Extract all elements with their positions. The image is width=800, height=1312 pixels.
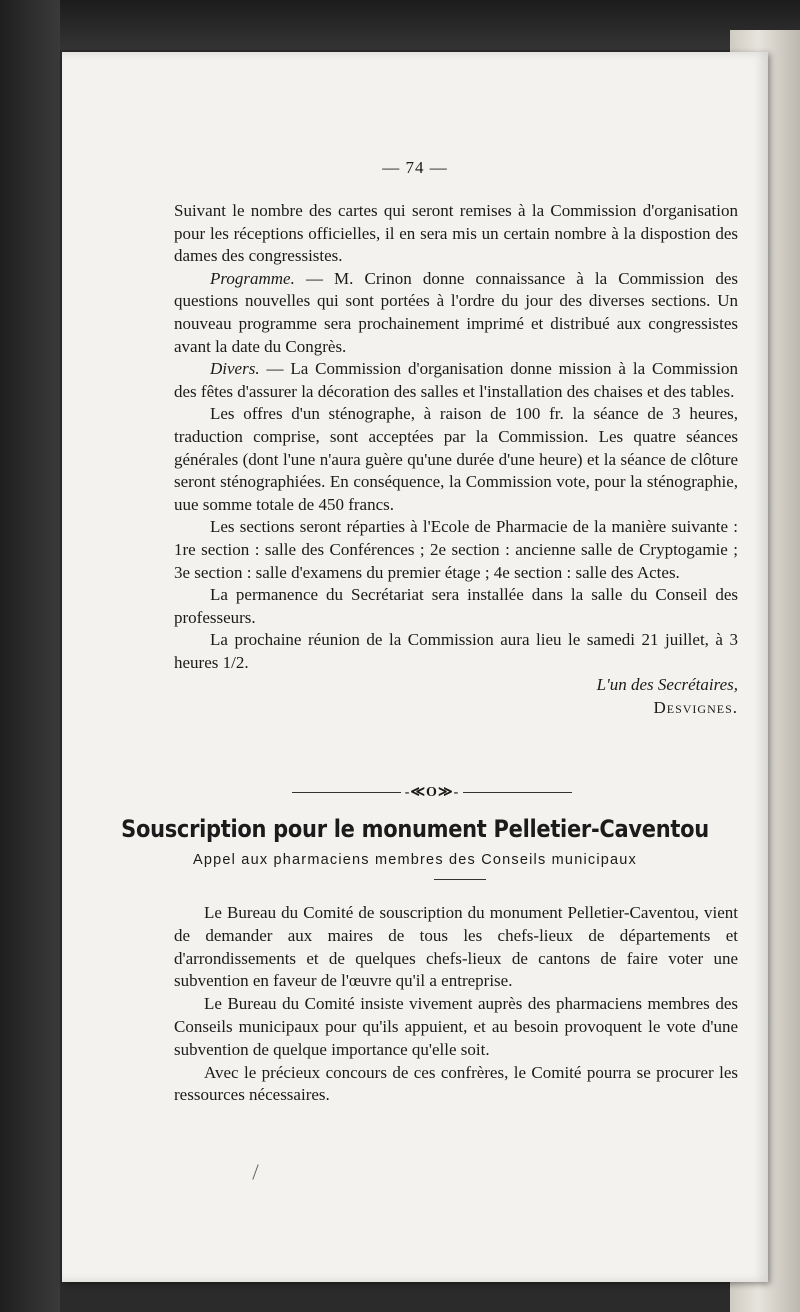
runin-divers: Divers. bbox=[210, 359, 260, 379]
signature-name: Desvignes. bbox=[653, 698, 738, 718]
paragraph-programme-text: — M. Crinon donne connaissance à la Commission des questions nouvelles qui sont portées à l'ordre du jour des diverses sections. Un nouveau programme sera prochainement imprimé et distribué aux congressistes avant la date du Congrès. bbox=[174, 268, 738, 356]
paragraph-stenographe: Les offres d'un sténographe, à raison de 100 fr. la séance de 3 heures, traduction comprise, sont acceptées par la Commission. Les quatre séances générales (dont l'une n'aura guère qu'une durée d'une heure) et la séance de clôture seront sténographiées. En conséquence, la Commission vote, pour la sténographie, uue somme totale de 450 francs. bbox=[174, 404, 738, 514]
appeal-paragraph: Le Bureau du Comité insiste vivement auprès des pharmaciens membres des Conseils municipaux pour qu'ils appuient, et au besoin provoquent le vote d'une subvention de quelque importance qu'elle soit. bbox=[174, 994, 738, 1059]
appeal-paragraph: Le Bureau du Comité de souscription du monument Pelletier-Caventou, vient de demander aux maires de tous les chefs-lieux de départements et d'arrondissements et de quelques chefs-lieux de cantons de faire voter une subvention en faveur de l'œuvre qu'il a entreprise. bbox=[174, 903, 738, 991]
appeal-text bbox=[174, 902, 738, 1107]
appeal-paragraph: Avec le précieux concours de ces confrères, le Comité pourra se procurer les ressources nécessaires. bbox=[174, 1062, 738, 1105]
paragraph-sections: Les sections seront réparties à l'Ecole de Pharmacie de la manière suivante : 1re section : salle des Conférences ; 2e section : ancienne salle de Cryptogamie ; 3e section : salle d'examens du premier étage ; 4e section : salle des Actes. bbox=[174, 517, 738, 582]
page-number: — 74 — bbox=[382, 158, 448, 177]
paragraph-permanence: La permanence du Secrétariat sera installée dans la salle du Conseil des professeurs. bbox=[174, 585, 738, 627]
paragraph-reunion: La prochaine réunion de la Commission aura lieu le samedi 21 juillet, à 3 heures 1/2. bbox=[174, 630, 738, 672]
paragraph-divers bbox=[174, 358, 738, 403]
scan-background-top bbox=[0, 0, 800, 50]
ornament-rule-right bbox=[463, 792, 572, 793]
ornament-rule-left bbox=[292, 792, 401, 793]
pencil-mark bbox=[252, 1164, 258, 1179]
minutes-text bbox=[174, 200, 738, 720]
section-subtitle: Appel aux pharmaciens membres des Conseils municipaux bbox=[192, 852, 637, 868]
signature-role: L'un des Secrétaires, bbox=[596, 675, 738, 695]
book-page bbox=[62, 52, 768, 1282]
paragraph-programme bbox=[174, 268, 738, 358]
paragraph-divers-text: — La Commission d'organisation donne mission à la Commission des fêtes d'assurer la décoration des salles et l'installation des chaises et des tables. bbox=[174, 359, 738, 401]
ornament-glyph: -≪O≫- bbox=[404, 784, 460, 800]
subtitle-rule bbox=[434, 879, 486, 880]
paragraph-cards: Suivant le nombre des cartes qui seront remises à la Commission d'organisation pour les réceptions officielles, il en sera mis un certain nombre à la dispostion des dames des congressistes. bbox=[174, 201, 738, 266]
runin-programme: Programme. bbox=[210, 268, 295, 288]
scan-background-left bbox=[0, 0, 60, 1312]
section-title: Souscription pour le monument Pelletier-Caventou bbox=[121, 815, 709, 843]
section-ornament bbox=[292, 782, 572, 802]
